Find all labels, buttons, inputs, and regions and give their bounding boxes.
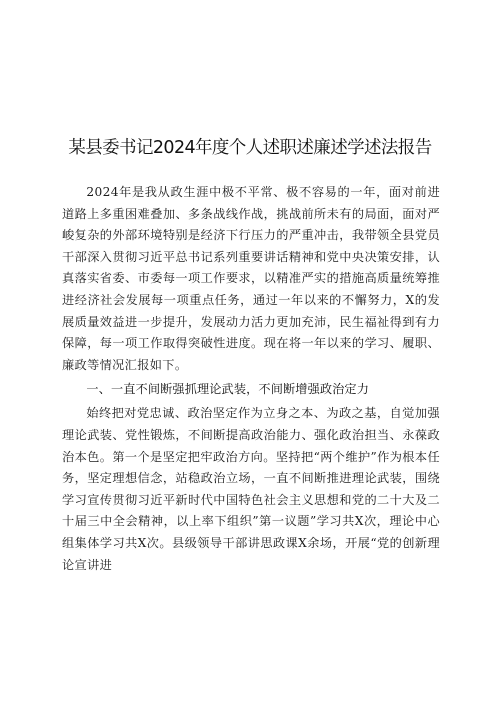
section-heading-1: 一、一直不间断强抓理论武装，不间断增强政治定力 [86, 382, 370, 397]
section-1-paragraph: 始终把对党忠诚、政治坚定作为立身之本、为政之基，自觉加强理论武装、党性锻炼，不间断提高政治能力、强化政治担当、永葆政治本色。第一个是坚定把牢政治方向。坚持把“两个维护”作为根本任务，坚定理想信念，站稳政治立场，一直不间断推进理论武装，围绕学习宣传贯彻习近平新时代中国特色社会主义思想和党的二十大及二十届三中全会精神，以上率下组织”第一议题”学习共X次，理论中心组集体学习共X次。县级领导干部讲思政课X余场，开展“党的创新理论宣讲进 [62, 406, 440, 572]
document-body [62, 182, 440, 576]
document-title: 某县委书记2024年度个人述职述廉述学述法报告 [68, 138, 432, 158]
intro-paragraph: 2024年是我从政生涯中极不平常、极不容易的一年，面对前进道路上多重困难叠加、多条战线作战，挑战前所未有的局面，面对严峻复杂的外部环境特别是经济下行压力的严重冲击，我带领全县党员干部深入贯彻习近平总书记系列重要讲话精神和党中央决策安排，认真落实省委、市委每一项工作要求，以精准严实的措施高质量统筹推进经济社会发展每一项重点任务，通过一年以来的不懈努力，X的发展质量效益进一步提升，发展动力活力更加充沛，民生福祉得到有力保障，每一项工作取得突破性进度。现在将一年以来的学习、履职、廉政等情况汇报如下。 [62, 185, 440, 372]
